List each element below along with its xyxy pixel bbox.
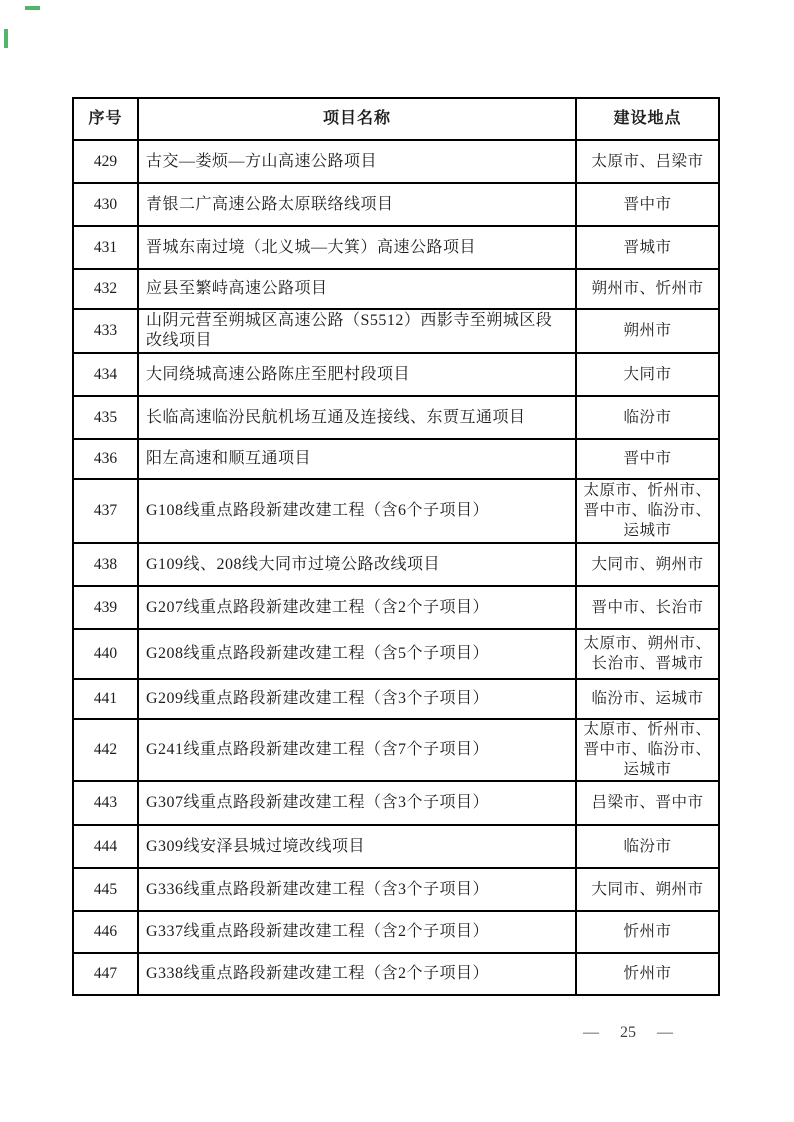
cell-no: 442 <box>73 719 138 781</box>
cell-no: 447 <box>73 953 138 995</box>
table-row <box>73 269 719 309</box>
cell-location: 晋城市 <box>576 226 719 269</box>
page-number: 25 <box>620 1024 636 1041</box>
cell-no: 432 <box>73 269 138 309</box>
cell-no: 440 <box>73 629 138 679</box>
green-scan-mark-horizontal <box>25 6 40 10</box>
cell-location: 忻州市 <box>576 911 719 953</box>
cell-no: 429 <box>73 140 138 183</box>
cell-name: G108线重点路段新建改建工程（含6个子项目） <box>138 479 576 543</box>
table-row <box>73 629 719 679</box>
table-row <box>73 439 719 479</box>
table-row <box>73 479 719 543</box>
table-row <box>73 396 719 439</box>
col-header-name: 项目名称 <box>138 98 576 140</box>
cell-location: 晋中市 <box>576 183 719 226</box>
cell-location: 大同市、朔州市 <box>576 868 719 911</box>
cell-location: 吕梁市、晋中市 <box>576 781 719 825</box>
table-row <box>73 586 719 629</box>
cell-name: 应县至繁峙高速公路项目 <box>138 269 576 309</box>
cell-no: 436 <box>73 439 138 479</box>
cell-location: 临汾市 <box>576 825 719 868</box>
col-header-no: 序号 <box>73 98 138 140</box>
cell-name: G241线重点路段新建改建工程（含7个子项目） <box>138 719 576 781</box>
cell-location: 大同市、朔州市 <box>576 543 719 586</box>
table-row <box>73 543 719 586</box>
cell-name: G337线重点路段新建改建工程（含2个子项目） <box>138 911 576 953</box>
projects-table <box>72 97 720 996</box>
table-row <box>73 781 719 825</box>
cell-location: 晋中市、长治市 <box>576 586 719 629</box>
cell-name: G209线重点路段新建改建工程（含3个子项目） <box>138 679 576 719</box>
cell-location: 朔州市 <box>576 309 719 353</box>
cell-no: 441 <box>73 679 138 719</box>
cell-no: 434 <box>73 353 138 396</box>
cell-location: 临汾市 <box>576 396 719 439</box>
header-row <box>73 98 719 140</box>
cell-location: 大同市 <box>576 353 719 396</box>
cell-location: 忻州市 <box>576 953 719 995</box>
table-row <box>73 309 719 353</box>
cell-no: 444 <box>73 825 138 868</box>
table-row <box>73 868 719 911</box>
cell-no: 433 <box>73 309 138 353</box>
cell-no: 430 <box>73 183 138 226</box>
cell-name: 古交—娄烦—方山高速公路项目 <box>138 140 576 183</box>
cell-name: G309线安泽县城过境改线项目 <box>138 825 576 868</box>
table-row <box>73 679 719 719</box>
footer-dash-left: — <box>583 1024 599 1041</box>
cell-no: 437 <box>73 479 138 543</box>
cell-name: 长临高速临汾民航机场互通及连接线、东贾互通项目 <box>138 396 576 439</box>
cell-name: 青银二广高速公路太原联络线项目 <box>138 183 576 226</box>
table-row <box>73 353 719 396</box>
col-header-location: 建设地点 <box>576 98 719 140</box>
cell-name: 阳左高速和顺互通项目 <box>138 439 576 479</box>
cell-no: 446 <box>73 911 138 953</box>
footer-dash-right: — <box>657 1024 673 1041</box>
cell-no: 438 <box>73 543 138 586</box>
cell-no: 435 <box>73 396 138 439</box>
cell-location: 晋中市 <box>576 439 719 479</box>
cell-location: 临汾市、运城市 <box>576 679 719 719</box>
cell-location: 朔州市、忻州市 <box>576 269 719 309</box>
cell-location: 太原市、朔州市、长治市、晋城市 <box>576 629 719 679</box>
table-row <box>73 140 719 183</box>
cell-no: 439 <box>73 586 138 629</box>
cell-name: G336线重点路段新建改建工程（含3个子项目） <box>138 868 576 911</box>
cell-name: 大同绕城高速公路陈庄至肥村段项目 <box>138 353 576 396</box>
cell-name: G208线重点路段新建改建工程（含5个子项目） <box>138 629 576 679</box>
table-row <box>73 226 719 269</box>
cell-no: 443 <box>73 781 138 825</box>
cell-location: 太原市、吕梁市 <box>576 140 719 183</box>
cell-location: 太原市、忻州市、晋中市、临汾市、运城市 <box>576 719 719 781</box>
page-footer <box>583 1024 673 1042</box>
cell-name: G307线重点路段新建改建工程（含3个子项目） <box>138 781 576 825</box>
table-row <box>73 953 719 995</box>
green-scan-mark-vertical <box>4 29 8 48</box>
table-row <box>73 719 719 781</box>
table-row <box>73 825 719 868</box>
cell-name: 山阴元营至朔城区高速公路（S5512）西影寺至朔城区段改线项目 <box>138 309 576 353</box>
cell-location: 太原市、忻州市、晋中市、临汾市、运城市 <box>576 479 719 543</box>
cell-name: G207线重点路段新建改建工程（含2个子项目） <box>138 586 576 629</box>
cell-name: G109线、208线大同市过境公路改线项目 <box>138 543 576 586</box>
cell-no: 431 <box>73 226 138 269</box>
cell-no: 445 <box>73 868 138 911</box>
table-row <box>73 183 719 226</box>
cell-name: G338线重点路段新建改建工程（含2个子项目） <box>138 953 576 995</box>
table-row <box>73 911 719 953</box>
cell-name: 晋城东南过境（北义城—大箕）高速公路项目 <box>138 226 576 269</box>
